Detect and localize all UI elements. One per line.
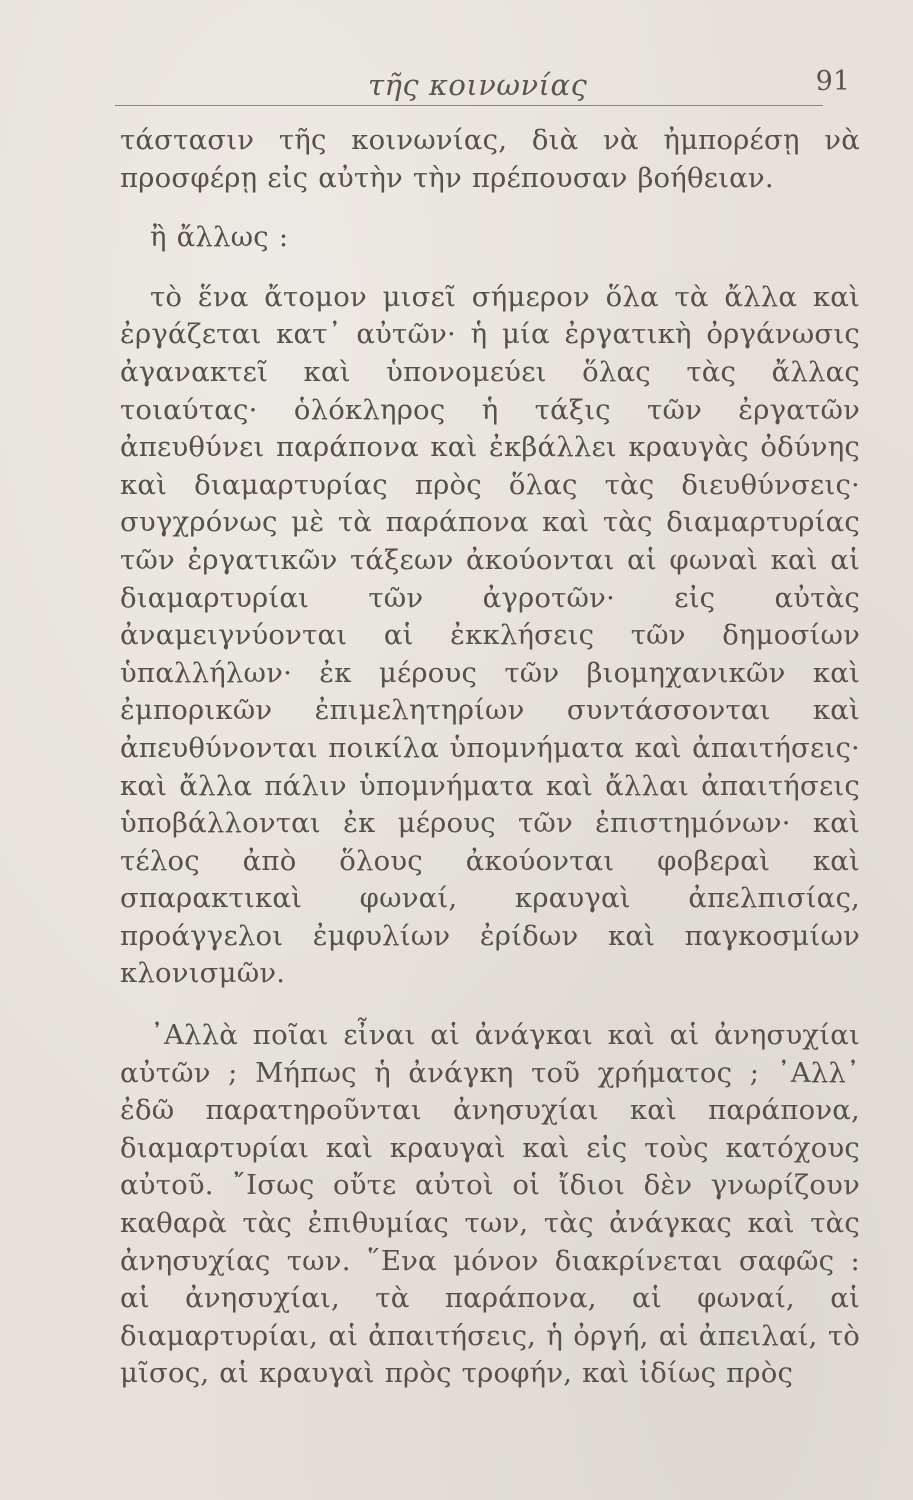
header-rule bbox=[115, 105, 823, 106]
paragraph-needs-question: ᾽Αλλὰ ποῖαι εἶναι αἱ ἀνάγκαι καὶ αἱ ἀνησυχίαι αὐτῶν ; Μήπως ἡ ἀνάγκη τοῦ χρήματος ; ᾽Αλλ᾽ ἐδῶ παρατηροῦνται ἀνησυχίαι καὶ παράπονα, διαμαρτυρίαι καὶ κραυγαὶ καὶ εἰς τοὺς κατόχους αὐτοῦ. ῎Ισως οὔτε αὐτοὶ οἱ ἴδιοι δὲν γνωρίζουν καθαρὰ τὰς ἐπιθυμίας των, τὰς ἀνάγκας καὶ τὰς ἀνησυχίας των. ῞Ενα μόνον διακρίνεται σαφῶς : αἱ ἀνησυχίαι, τὰ παράπονα, αἱ φωναί, αἱ διαμαρτυρίαι, αἱ ἀπαιτήσεις, ἡ ὀργή, αἱ ἀπειλαί, τὸ μῖσος, αἱ κραυγαὶ πρὸς τροφήν, καὶ ἰδίως πρὸς bbox=[120, 1019, 860, 1390]
paragraph-continuation: τάστασιν τῆς κοινωνίας, διὰ νὰ ἠμπορέσῃ νὰ προσφέρῃ εἰς αὐτὴν τὴν πρέπουσαν βοήθειαν. bbox=[120, 124, 860, 194]
paragraph-social-unrest: τὸ ἕνα ἄτομον μισεῖ σήμερον ὅλα τὰ ἄλλα καὶ ἐργάζεται κατ᾽ αὐτῶν· ἡ μία ἐργατικὴ ὀργάνωσις ἀγανακτεῖ καὶ ὑπονομεύει ὅλας τὰς ἄλλας τοιαύτας· ὁλόκληρος ἡ τάξις τῶν ἐργατῶν ἀπευθύνει παράπονα καὶ ἐκβάλλει κραυγὰς ὀδύνης καὶ διαμαρτυρίας πρὸς ὅλας τὰς διευθύνσεις· συγχρόνως μὲ τὰ παράπονα καὶ τὰς διαμαρτυρίας τῶν ἐργατικῶν τάξεων ἀκούονται αἱ φωναὶ καὶ αἱ διαμαρτυρίαι τῶν ἀγροτῶν· εἰς αὐτὰς ἀναμειγνύονται αἱ ἐκκλήσεις τῶν δημοσίων ὑπαλλήλων· ἐκ μέρους τῶν βιομηχανικῶν καὶ ἐμπορικῶν ἐπιμελητηρίων συντάσσονται καὶ ἀπευθύνονται ποικίλα ὑπομνήματα καὶ ἀπαιτήσεις· καὶ ἄλλα πάλιν ὑπομνήματα καὶ ἄλλαι ἀπαιτήσεις ὑποβάλλονται ἐκ μέρους τῶν ἐπιστημόνων· καὶ τέλος ἀπὸ ὅλους ἀκούονται φοβεραὶ καὶ σπαρακτικαὶ φωναί, κραυγαὶ ἀπελπισίας, προάγγελοι ἐμφυλίων ἐρίδων καὶ παγκοσμίων κλονισμῶν. bbox=[120, 280, 860, 990]
paragraph-alternative-intro: ἢ ἄλλως : bbox=[150, 221, 289, 254]
page-number: 91 bbox=[815, 66, 850, 97]
running-title: τῆς κοινωνίας bbox=[368, 68, 588, 102]
page-header bbox=[115, 64, 850, 104]
body-text bbox=[120, 122, 860, 1442]
